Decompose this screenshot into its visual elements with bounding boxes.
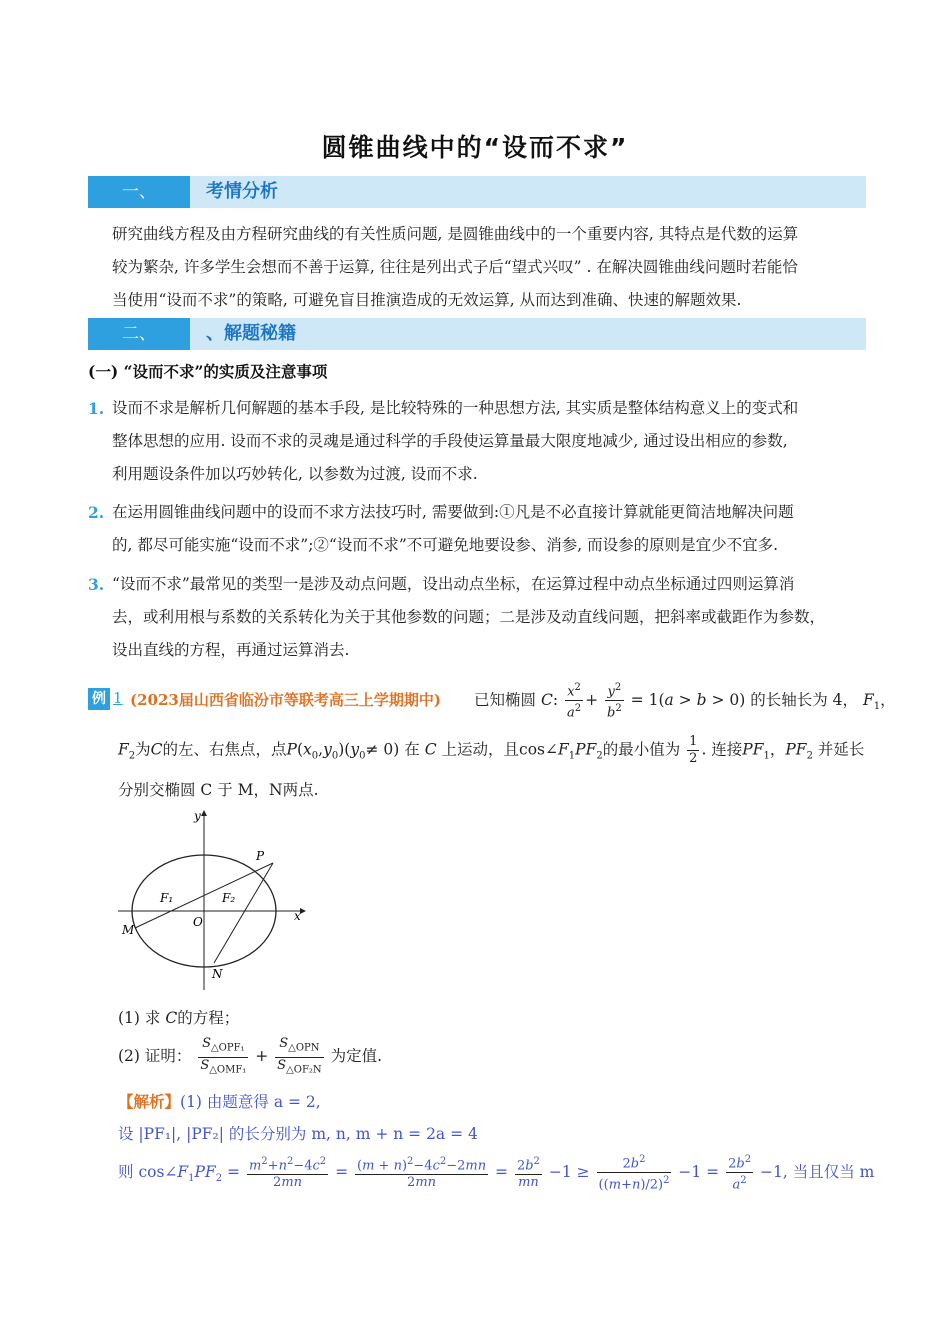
intro-paragraph	[112, 218, 862, 317]
label-m: M	[122, 923, 135, 937]
label-x: x	[294, 909, 301, 923]
list-item-line: 整体思想的应用. 设而不求的灵魂是通过科学的手段使运算量最大限度地减少, 通过设出相应的参数,	[112, 432, 788, 450]
section-title: 考情分析	[206, 181, 278, 202]
question-2: (2) 证明： $\frac{S_{\triangle OPF_1}}{S_{\triangle OMF_1}}$ + $\frac{S_{\triangle OPN}}{S_{\triangle OF_2N}}$ 为定值.	[118, 1036, 382, 1078]
intro-line: 较为繁杂, 许多学生会想而不善于运算, 往往是列出式子后“望式兴叹” . 在解决圆锥曲线问题时若能恰	[112, 258, 798, 276]
fraction: $\frac{2b^2}{((m+n)/2)^2}$	[598, 1154, 670, 1193]
list-item-number: 1.	[88, 399, 105, 418]
section-number: 二、	[88, 318, 190, 350]
list-item-line: 设而不求是解析几何解题的基本手段, 是比较特殊的一种思想方法, 其实质是整体结构意义上的变式和	[112, 399, 799, 417]
section-header-analysis	[88, 176, 866, 208]
fraction: $\frac{2b^2}{a^2}$	[728, 1154, 752, 1193]
intro-line: 当使用“设而不求”的策略, 可避免盲目推演造成的无效运算, 从而达到准确、快速的解题效果.	[112, 291, 742, 309]
solution-line-3: 则 $\cos\angle F_1PF_2$ = $\frac{m^2+n^2-4c^2}{2mn}$ = $\frac{(m + n)^2-4c^2-2mn}{2mn}$ = $\frac{2b^2}{mn}$ −1 ≥ $\frac{2b^2}{((m+n)/2)^2}$ −1 = $\frac{2b^2}{a^2}$ −1, 当且仅当 m	[118, 1154, 875, 1193]
example-source: (2023届山西省临汾市等联考高三上学期期中)	[130, 691, 441, 709]
subsection-heading: (一) “设而不求”的实质及注意事项	[88, 362, 328, 381]
list-item-number: 2.	[88, 503, 105, 522]
y-axis-arrow	[201, 810, 207, 816]
list-item	[88, 496, 864, 562]
list-item-line: 去，或利用根与系数的关系转化为关于其他参数的问题；二是涉及动直线问题，把斜率或截距作为参数，	[112, 608, 826, 626]
x-axis-arrow	[300, 908, 306, 914]
list-item-line: 利用题设条件加以巧妙转化, 以参数为过渡, 设而不求.	[112, 465, 478, 483]
label-n: N	[212, 967, 223, 981]
example-line-1: 已知椭圆 C: $\frac{x^2}{a^2}$ + $\frac{y^2}{b^2}$ = 1(a > b > 0) 的长轴长为 4， $F_1$，	[474, 682, 896, 721]
example-line-3: 分别交椭圆 C 于 M，N两点.	[118, 781, 319, 799]
label-f1: F₁	[160, 891, 174, 905]
list-item	[88, 568, 864, 667]
list-item-line: 在运用圆锥曲线问题中的设而不求方法技巧时, 需要做到:①凡是不必直接计算就能更简洁地解决问题	[112, 503, 794, 521]
solution-label: 【解析】	[118, 1092, 181, 1111]
fraction: $\frac{1}{2}$	[689, 734, 698, 766]
example-line-2: $F_2$为C的左、右焦点，点$P(x_0,y_0)(y_0\ne 0)$ 在 C 上运动，且$\cos\angle F_1PF_2$的最小值为 $\frac{1}{2}$ . 连接$PF_1$，$PF_2$ 并延长	[118, 734, 865, 766]
fraction: $\frac{S_{\triangle OPF_1}}{S_{\triangle OMF_1}}$	[200, 1036, 247, 1076]
question-1: (1) 求 C的方程；	[118, 1009, 240, 1027]
chord-pn	[214, 863, 273, 963]
label-y: y	[194, 809, 201, 823]
fraction: $\frac{x^2}{a^2}$	[566, 682, 582, 721]
label-o: O	[193, 915, 203, 929]
label-p: P	[256, 849, 265, 863]
fraction: $\frac{S_{\triangle OPN}}{S_{\triangle OF_2N}}$	[277, 1036, 322, 1076]
section-title: 、解题秘籍	[206, 323, 296, 344]
list-item-line: 设出直线的方程，再通过运算消去.	[112, 641, 350, 659]
list-item	[88, 392, 864, 491]
ellipse-figure	[118, 808, 318, 990]
list-item-number: 3.	[88, 575, 105, 594]
label-f2: F₂	[222, 891, 236, 905]
list-item-line: 的, 都尽可能实施“设而不求”;②“设而不求”不可避免地要设参、消参, 而设参的原则是宜少不宜多.	[112, 536, 779, 554]
section-header-methods	[88, 318, 866, 350]
intro-line: 研究曲线方程及由方程研究曲线的有关性质问题, 是圆锥曲线中的一个重要内容, 其特点是代数的运算	[112, 225, 799, 243]
fraction: $\frac{m^2+n^2-4c^2}{2mn}$	[248, 1156, 327, 1191]
fraction: $\frac{y^2}{b^2}$	[607, 682, 622, 721]
page-title: 圆锥曲线中的“设而不求”	[321, 133, 629, 162]
example-badge: 例	[88, 688, 110, 710]
fraction: $\frac{2b^2}{mn}$	[516, 1156, 540, 1191]
section-number: 一、	[88, 176, 190, 208]
example-number: 1	[113, 689, 123, 707]
solution-line-1: 【解析】(1) 由题意得 a = 2,	[118, 1092, 321, 1111]
list-item-line: “设而不求”最常见的类型一是涉及动点问题，设出动点坐标，在运算过程中动点坐标通过四则运算消	[112, 575, 795, 593]
solution-line-2: 设 |PF₁|, |PF₂| 的长分别为 m, n, m + n = 2a = 4	[118, 1125, 478, 1143]
fraction: $\frac{(m + n)^2-4c^2-2mn}{2mn}$	[356, 1156, 487, 1191]
